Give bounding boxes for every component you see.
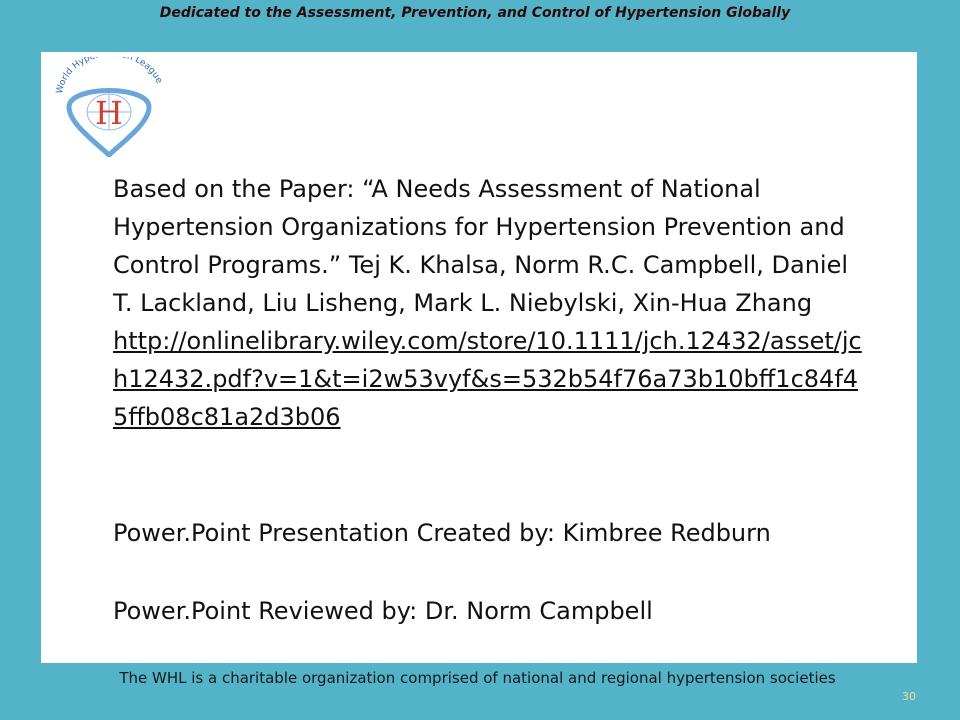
- created-by-line: Power.Point Presentation Created by: Kimbree Redburn: [113, 519, 771, 547]
- slide-number: 30: [902, 690, 916, 703]
- logo-graphic: [52, 57, 167, 157]
- reviewed-by-line: Power.Point Reviewed by: Dr. Norm Campbell: [113, 597, 653, 625]
- citation-text: Based on the Paper: “A Needs Assessment of National Hypertension Organizations for Hypertension Prevention and Control Programs.” Tej K. Khalsa, Norm R.C. Campbell, Daniel T. Lackland, Liu Lisheng, Mark L. Niebylski, Xin-Hua Zhang: [113, 175, 848, 317]
- logo-arc-text: World Hype n League: [55, 57, 164, 95]
- citation-block: [113, 170, 873, 436]
- footer-note: The WHL is a charitable organization comprised of national and regional hypertension societies: [119, 669, 836, 687]
- whl-logo: [52, 57, 167, 157]
- logo-letter: H: [95, 94, 123, 132]
- citation-link[interactable]: http://onlinelibrary.wiley.com/store/10.1111/jch.12432/asset/jch12432.pdf?v=1&t=i2w53vyf&s=532b54f76a73b10bff1c84f45ffb08c81a2d3b06: [113, 327, 862, 431]
- header-tagline: Dedicated to the Assessment, Prevention, and Control of Hypertension Globally: [159, 5, 791, 21]
